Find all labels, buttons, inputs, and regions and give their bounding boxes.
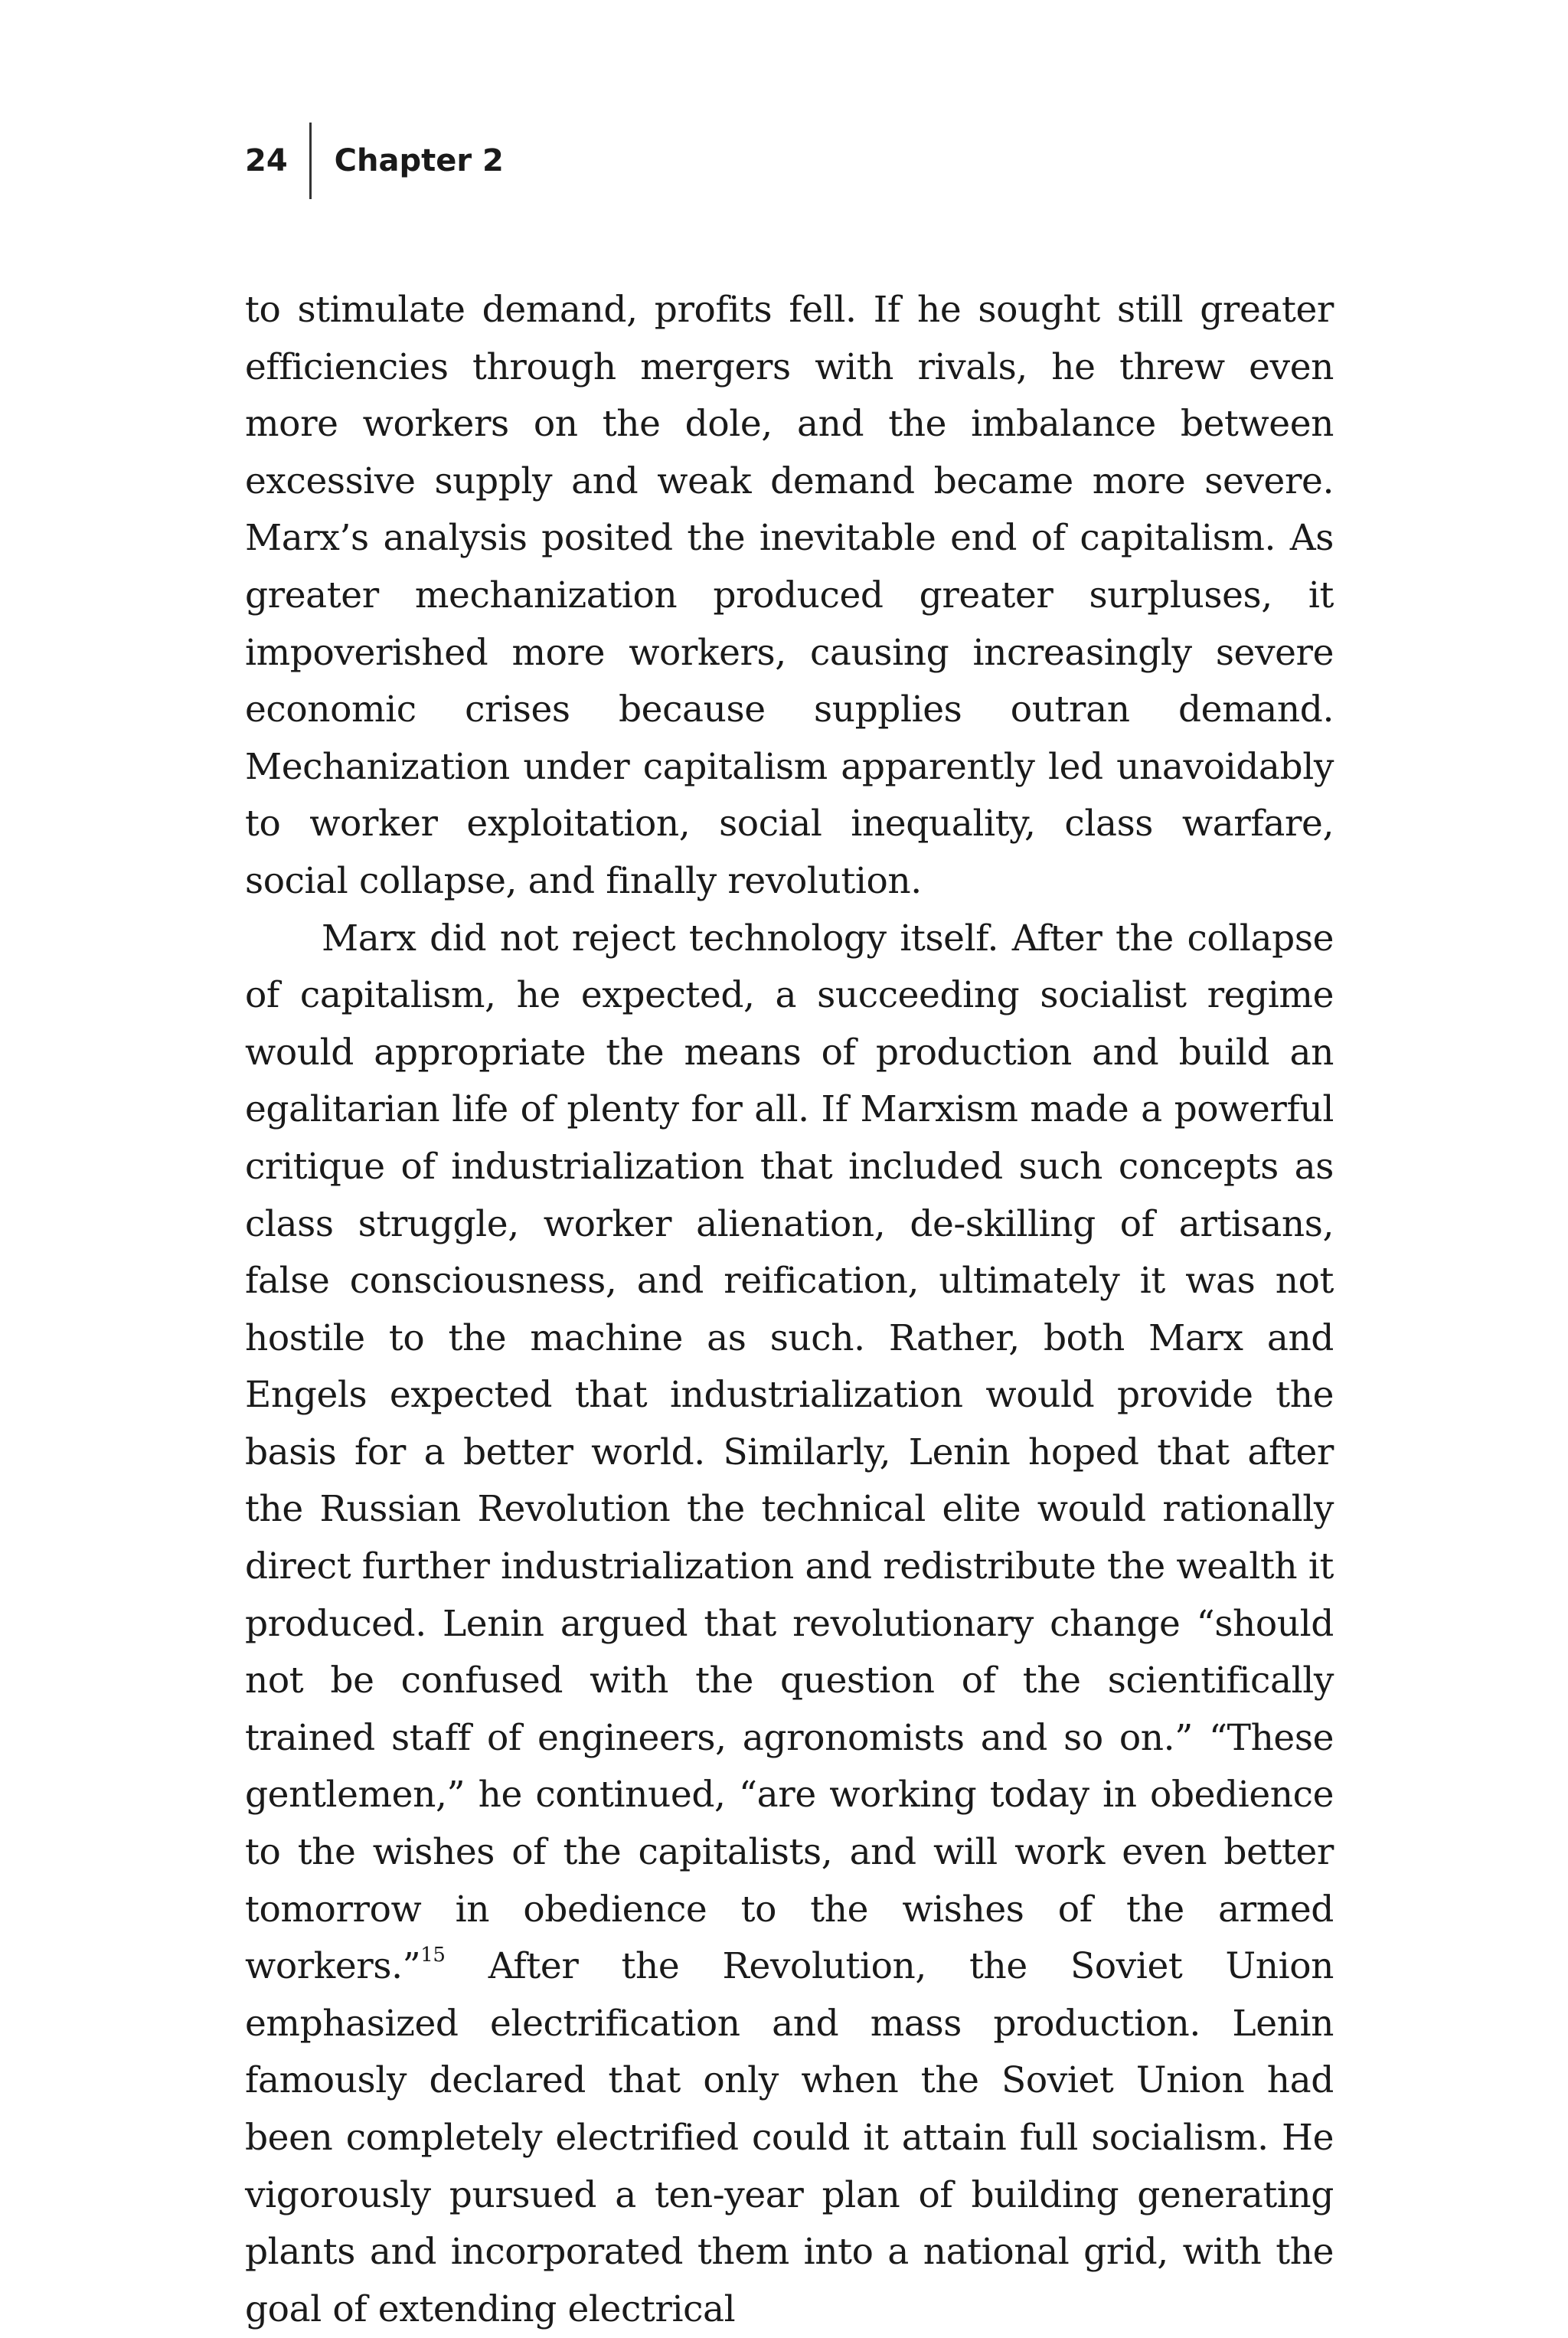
paragraph-2-text-before-note: Marx did not reject technology itself. After the collapse of capitalism, he expected, a succeeding socialist regime would appropriate the means of production and build an egalitarian life of plenty for all. If Marxism made a powerful critique of industrialization that included such concepts as class struggle, worker alienation, de-skilling of artisans, false consciousness, and reification, ultimately it was not hostile to the machine as such. Rather, both Marx and Engels expected that industrialization would provide the basis for a better world. Similarly, Lenin hoped that after the Russian Revolution the technical elite would rationally direct further industrialization and redistribute the wealth it produced. Lenin argued that revolutionary change “should not be confused with the question of the scientifically trained staff of engineers, agronomists and so on.” “These gentlemen,” he continued, “are working today in obedience to the wishes of the capitalists, and will work even better tomorrow in obedience to the wishes of the armed workers.” [245,917,1334,1988]
chapter-label: Chapter 2 [334,143,504,178]
body-text [245,282,1334,2338]
running-head [245,123,504,199]
footnote-ref-15[interactable]: 15 [420,1944,446,1967]
page-number: 24 [245,143,288,178]
paragraph-2-text-after-note: After the Revolution, the Soviet Union emphasized electrification and mass production. Lenin famously declared that only when the Soviet Union had been completely electrified could it attain full socialism. He vigorously pursued a ten-year plan of building generating plants and incorporated them into a national grid, with the goal of extending electrical [245,1945,1334,2330]
paragraph-1: to stimulate demand, profits fell. If he sought still greater efficiencies through mergers with rivals, he threw even more workers on the dole, and the imbalance between excessive supply and weak demand became more severe. Marx’s analysis posited the inevitable end of capitalism. As greater mechanization produced greater surpluses, it impoverished more workers, causing increasingly severe economic crises because supplies outran demand. Mechanization under capitalism apparently led unavoidably to worker exploitation, social inequality, class warfare, social collapse, and finally revolution. [245,289,1334,902]
paragraph-2 [245,911,1334,2338]
